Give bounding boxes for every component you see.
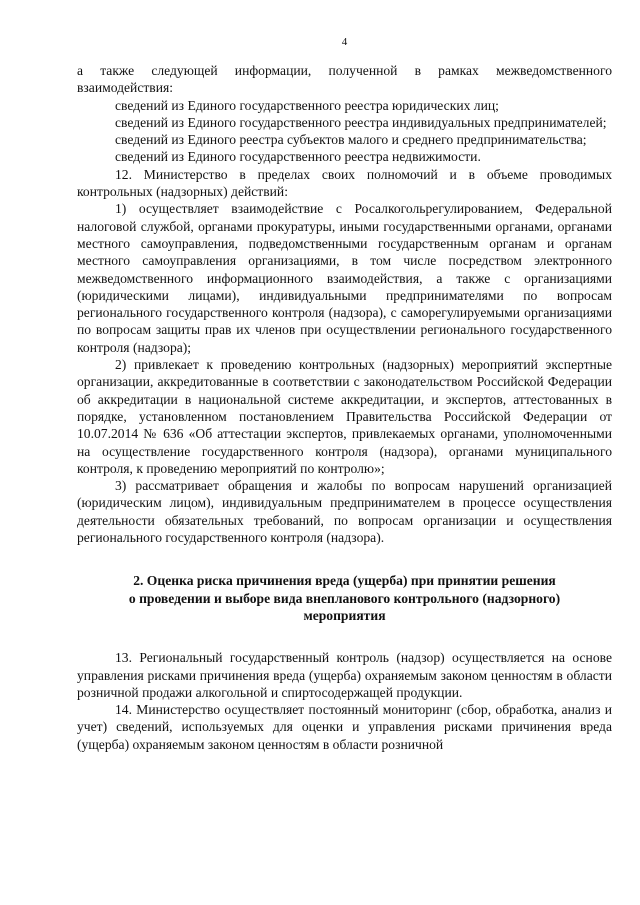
page-number: 4 (341, 36, 348, 48)
body-text-after-heading (77, 649, 612, 753)
paragraph: а также следующей информации, полученной в рамках межведомственного взаимодействия: (77, 63, 612, 96)
paragraph: 12. Министерство в пределах своих полномочий и в объеме проводимых контрольных (надзорных) действий: (77, 166, 612, 200)
body-text-before-heading (77, 62, 612, 546)
paragraph: сведений из Единого государственного реестра недвижимости. (115, 149, 481, 165)
paragraph: сведений из Единого государственного реестра юридических лиц; (115, 97, 499, 113)
heading-line: мероприятия (303, 607, 386, 623)
paragraph: 3) рассматривает обращения и жалобы по вопросам нарушений организацией (юридическим лицом), индивидуальным предпринимателем в процессе осуществления деятельности обязательных требований, по вопросам организации и осуществления регионального государственного контроля (надзора). (77, 478, 612, 546)
paragraph: сведений из Единого государственного реестра индивидуальных предпринимателей; (115, 114, 607, 130)
paragraph: 1) осуществляет взаимодействие с Росалкогольрегулированием, Федеральной налоговой службой, органами прокуратуры, иными государственными органами, органами местного самоуправления, подведомственными государственным органам и органам местного самоуправления организациями, в том числе посредством электронного межведомственного информационного взаимодействия, а также с организациями (юридическими лицами), индивидуальными предпринимателями по вопросам регионального государственного контроля (надзора), с саморегулируемыми организациями по вопросам защиты прав их членов при осуществлении регионального государственного контроля (надзора); (77, 201, 612, 355)
heading-line: о проведении и выборе вида внепланового контрольного (надзорного) (128, 590, 561, 606)
heading-line: 2. Оценка риска причинения вреда (ущерба) при принятии решения (133, 573, 556, 589)
paragraph: 2) привлекает к проведению контрольных (надзорных) мероприятий экспертные организации, аккредитованные в соответствии с законодательством Российской Федерации об аккредитации в национальной системе аккредитации, и экспертов, аттестованных в порядке, установленном постановлением Правительства Российской Федерации от 10.07.2014 № 636 «Об аттестации экспертов, привлекаемых органами, уполномоченными на осуществление государственного контроля (надзора), органами муниципального контроля, к проведению мероприятий по контролю»; (77, 357, 612, 476)
paragraph: 13. Региональный государственный контроль (надзор) осуществляется на основе управления рисками причинения вреда (ущерба) охраняемым законом ценностям в области розничной продажи алкогольной и спиртосодержащей продукции. (77, 650, 612, 700)
paragraph: сведений из Единого реестра субъектов малого и среднего предпринимательства; (115, 132, 587, 148)
paragraph: 14. Министерство осуществляет постоянный мониторинг (сбор, обработка, анализ и учет) сведений, используемых для оценки и управления рисками причинения вреда (ущерба) охраняемым законом ценностям в области розничной (77, 702, 612, 752)
section-heading (77, 572, 612, 624)
